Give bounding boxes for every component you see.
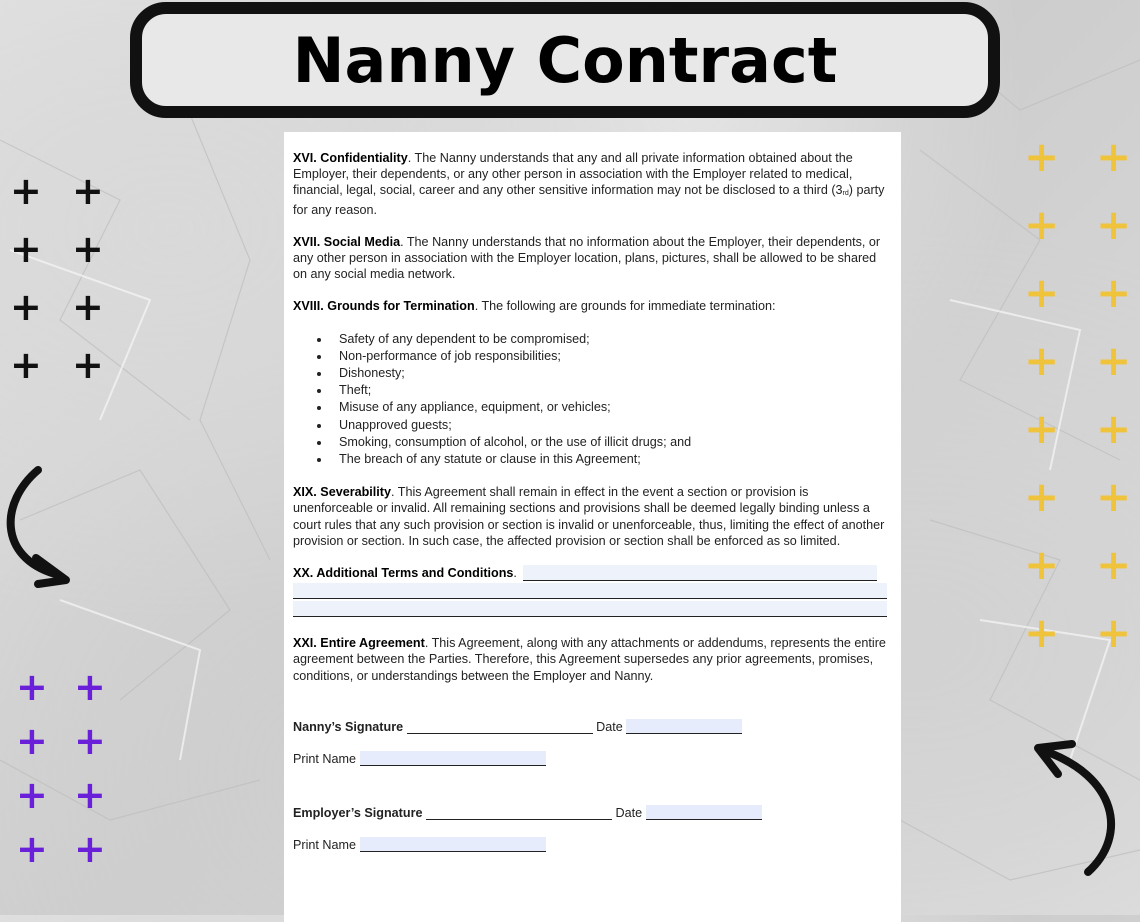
additional-terms-field-line-2[interactable] xyxy=(293,583,887,599)
section-text: . This Agreement, along with any attachments or addendums, represents the entire agreement between the Parties. Therefore, this Agreement supersedes any prior agreements, promises, conditions, or understandings between the Employer and Nanny. xyxy=(293,636,886,683)
plus-icon: + xyxy=(16,719,48,763)
ordinal-suffix: rd xyxy=(842,190,849,198)
section-social-media xyxy=(293,234,887,283)
print-name-label: Print Name xyxy=(293,751,356,766)
nanny-date-field[interactable] xyxy=(626,719,742,734)
employer-date-field[interactable] xyxy=(646,805,762,820)
employer-signature-row xyxy=(293,804,887,822)
section-text: . The Nanny understands that no information about the Employer, their dependents, or any other person in association with the Employer location, plans, pictures, shall be allowed to be shared on any social media network. xyxy=(293,234,881,282)
plus-icon: + xyxy=(10,227,42,271)
section-additional-terms xyxy=(293,565,887,617)
list-item: Smoking, consumption of alcohol, or the use of illicit drugs; and xyxy=(339,434,887,451)
plus-icon: + xyxy=(72,343,104,387)
section-heading: XXI. Entire Agreement xyxy=(293,636,425,651)
additional-terms-field-line-3[interactable] xyxy=(293,601,887,617)
section-entire-agreement xyxy=(293,635,887,684)
plus-icon: + xyxy=(1024,268,1060,317)
section-heading: XVI. Confidentiality xyxy=(293,151,408,165)
list-item: Safety of any dependent to be compromised; xyxy=(339,331,887,348)
section-heading: XIX. Severability xyxy=(293,485,392,500)
section-grounds-for-termination xyxy=(293,298,887,314)
employer-signature-label: Employer’s Signature xyxy=(293,805,423,820)
plus-icon: + xyxy=(1024,608,1060,657)
plus-icon: + xyxy=(74,719,106,763)
plus-icon: + xyxy=(72,169,104,213)
date-label: Date xyxy=(615,805,643,820)
section-text: . The Nanny understands that any and all private information obtained about the Employer, their dependents, or any other person in association with the Employer related to medical, financial, legal, social, career and any other sensitive information may not be disclosed to a third (3 xyxy=(293,151,853,198)
termination-grounds-list xyxy=(293,331,887,469)
print-name-label: Print Name xyxy=(293,837,356,852)
plus-icon: + xyxy=(16,665,48,709)
plus-icon: + xyxy=(1096,200,1132,249)
section-confidentiality xyxy=(293,150,887,218)
plus-icon: + xyxy=(1096,540,1132,589)
plus-icon: + xyxy=(1024,336,1060,385)
nanny-signature-field[interactable] xyxy=(407,719,593,734)
plus-icon: + xyxy=(1096,404,1132,453)
section-heading: XVII. Social Media xyxy=(293,234,401,249)
nanny-signature-row xyxy=(293,718,887,736)
plus-icon: + xyxy=(1096,132,1132,181)
employer-signature-field[interactable] xyxy=(426,805,612,820)
plus-icon: + xyxy=(16,827,48,871)
nanny-print-name-field[interactable] xyxy=(360,751,546,766)
section-text: . This Agreement shall remain in effect in the event a section or provision is unenforceable or invalid. All remaining sections and provisions shall be deemed legally binding unless a court rules that any such provision or section is invalid or unenforceable, thus, limiting the effect of another provision or section. In such case, the affected provision or section shall be enforced as so limited. xyxy=(293,485,885,548)
list-item: Unapproved guests; xyxy=(339,417,887,434)
plus-icon: + xyxy=(1096,472,1132,521)
section-severability xyxy=(293,484,887,549)
plus-icon: + xyxy=(72,285,104,329)
section-text: . xyxy=(513,566,517,581)
plus-icon: + xyxy=(10,285,42,329)
section-heading: XVIII. Grounds for Termination xyxy=(293,299,475,314)
plus-icon: + xyxy=(1024,472,1060,521)
employer-print-name-row xyxy=(293,836,887,854)
plus-icon: + xyxy=(1024,200,1060,249)
list-item: Misuse of any appliance, equipment, or vehicles; xyxy=(339,399,887,416)
nanny-print-name-row xyxy=(293,750,887,768)
section-heading: XX. Additional Terms and Conditions xyxy=(293,566,514,581)
plus-icon: + xyxy=(10,343,42,387)
plus-icon: + xyxy=(10,169,42,213)
curved-arrow-right-icon xyxy=(1028,736,1128,881)
plus-icon: + xyxy=(1096,268,1132,317)
contract-document xyxy=(284,132,901,922)
plus-icon: + xyxy=(1024,540,1060,589)
title-banner xyxy=(130,2,1000,118)
plus-icon: + xyxy=(74,773,106,817)
additional-terms-field-line-1[interactable] xyxy=(523,565,877,581)
date-label: Date xyxy=(596,719,623,734)
plus-icon: + xyxy=(1024,132,1060,181)
list-item: Theft; xyxy=(339,382,887,399)
plus-icon: + xyxy=(1096,336,1132,385)
list-item: Dishonesty; xyxy=(339,365,887,382)
list-item: The breach of any statute or clause in this Agreement; xyxy=(339,451,887,468)
plus-icon: + xyxy=(1096,608,1132,657)
plus-icon: + xyxy=(16,773,48,817)
list-item: Non-performance of job responsibilities; xyxy=(339,348,887,365)
plus-icon: + xyxy=(1024,404,1060,453)
curved-arrow-left-icon xyxy=(0,462,80,592)
employer-print-name-field[interactable] xyxy=(360,837,546,852)
section-text: ) party for any reason. xyxy=(293,183,885,217)
plus-icon: + xyxy=(74,665,106,709)
nanny-signature-label: Nanny’s Signature xyxy=(293,719,404,734)
plus-icon: + xyxy=(72,227,104,271)
plus-icon: + xyxy=(74,827,106,871)
page-title: Nanny Contract xyxy=(292,23,838,97)
section-text: . The following are grounds for immediate termination: xyxy=(474,299,776,314)
